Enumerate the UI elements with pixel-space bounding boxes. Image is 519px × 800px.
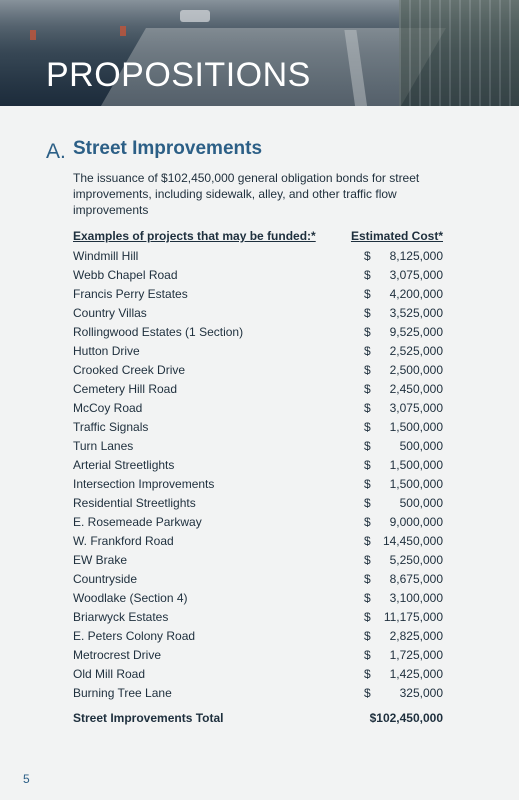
section-description: The issuance of $102,450,000 general obligation bonds for street improvements, including sidewalk, alley, and other traffic flow improvements bbox=[73, 171, 420, 217]
project-name: EW Brake bbox=[73, 553, 128, 567]
project-name: Francis Perry Estates bbox=[73, 287, 188, 301]
project-amount: 1,725,000 bbox=[389, 648, 443, 662]
project-name: Turn Lanes bbox=[73, 439, 134, 453]
project-amount: 1,425,000 bbox=[389, 667, 443, 681]
project-amount: 9,000,000 bbox=[389, 515, 443, 529]
project-name: Rollingwood Estates (1 Section) bbox=[73, 325, 244, 339]
project-name: Country Villas bbox=[73, 306, 147, 320]
project-name: Cemetery Hill Road bbox=[73, 382, 178, 396]
currency-symbol: $ bbox=[364, 477, 371, 491]
project-amount: 325,000 bbox=[399, 686, 443, 700]
currency-symbol: $ bbox=[364, 667, 371, 681]
project-amount: 8,125,000 bbox=[389, 249, 443, 263]
project-amount: 3,525,000 bbox=[389, 306, 443, 320]
table-row bbox=[73, 342, 443, 361]
project-name: Hutton Drive bbox=[73, 344, 140, 358]
currency-symbol: $ bbox=[364, 420, 371, 434]
currency-symbol: $ bbox=[364, 458, 371, 472]
currency-symbol: $ bbox=[364, 382, 371, 396]
table-row bbox=[73, 285, 443, 304]
project-name: E. Peters Colony Road bbox=[73, 629, 196, 643]
table-row bbox=[73, 494, 443, 513]
table-row bbox=[73, 418, 443, 437]
project-amount: 2,525,000 bbox=[389, 344, 443, 358]
project-amount: 2,825,000 bbox=[389, 629, 443, 643]
table-row bbox=[73, 456, 443, 475]
project-amount: 2,450,000 bbox=[389, 382, 443, 396]
project-name: Traffic Signals bbox=[73, 420, 149, 434]
project-amount: 500,000 bbox=[399, 496, 443, 510]
table-row bbox=[73, 361, 443, 380]
table-row bbox=[73, 684, 443, 703]
table-row bbox=[73, 266, 443, 285]
project-amount: 8,675,000 bbox=[389, 572, 443, 586]
project-amount: 1,500,000 bbox=[389, 477, 443, 491]
table-row bbox=[73, 532, 443, 551]
project-name: Countryside bbox=[73, 572, 138, 586]
project-amount: 2,500,000 bbox=[389, 363, 443, 377]
table-header bbox=[73, 229, 443, 247]
project-name: Metrocrest Drive bbox=[73, 648, 162, 662]
table-row bbox=[73, 646, 443, 665]
fence-photo bbox=[399, 0, 519, 106]
project-amount: 500,000 bbox=[399, 439, 443, 453]
project-amount: 3,100,000 bbox=[389, 591, 443, 605]
section-letter: A. bbox=[46, 140, 66, 163]
table-row bbox=[73, 323, 443, 342]
project-table bbox=[73, 229, 443, 728]
table-row bbox=[73, 551, 443, 570]
currency-symbol: $ bbox=[364, 572, 371, 586]
currency-symbol: $ bbox=[364, 686, 371, 700]
table-row bbox=[73, 589, 443, 608]
table-row bbox=[73, 665, 443, 684]
currency-symbol: $ bbox=[364, 648, 371, 662]
table-row bbox=[73, 399, 443, 418]
currency-symbol: $ bbox=[364, 363, 371, 377]
project-name: Briarwyck Estates bbox=[73, 610, 169, 624]
header-projects: Examples of projects that may be funded:* bbox=[73, 229, 316, 243]
project-amount: 14,450,000 bbox=[382, 534, 443, 548]
project-name: Crooked Creek Drive bbox=[73, 363, 186, 377]
currency-symbol: $ bbox=[364, 344, 371, 358]
table-row bbox=[73, 570, 443, 589]
car-photo bbox=[180, 10, 210, 22]
project-amount: 4,200,000 bbox=[389, 287, 443, 301]
traffic-cone bbox=[30, 30, 36, 40]
table-row bbox=[73, 304, 443, 323]
total-label: Street Improvements Total bbox=[73, 711, 224, 725]
project-name: Residential Streetlights bbox=[73, 496, 196, 510]
page-title: PROPOSITIONS bbox=[46, 56, 311, 94]
header-banner bbox=[0, 0, 519, 106]
currency-symbol: $ bbox=[364, 515, 371, 529]
table-row bbox=[73, 247, 443, 266]
section-title: Street Improvements bbox=[73, 138, 263, 159]
currency-symbol: $ bbox=[364, 287, 371, 301]
currency-symbol: $ bbox=[364, 325, 371, 339]
project-name: Webb Chapel Road bbox=[73, 268, 178, 282]
currency-symbol: $ bbox=[364, 610, 371, 624]
currency-symbol: $ bbox=[364, 249, 371, 263]
project-name: Old Mill Road bbox=[73, 667, 146, 681]
total-amount: $102,450,000 bbox=[369, 711, 443, 725]
project-name: Burning Tree Lane bbox=[73, 686, 172, 700]
table-body bbox=[73, 247, 443, 703]
project-name: Woodlake (Section 4) bbox=[73, 591, 188, 605]
project-amount: 5,250,000 bbox=[389, 553, 443, 567]
currency-symbol: $ bbox=[364, 553, 371, 567]
project-name: McCoy Road bbox=[73, 401, 143, 415]
traffic-cone bbox=[120, 26, 126, 36]
project-name: E. Rosemeade Parkway bbox=[73, 515, 202, 529]
currency-symbol: $ bbox=[364, 439, 371, 453]
project-amount: 3,075,000 bbox=[389, 401, 443, 415]
header-cost: Estimated Cost* bbox=[350, 229, 443, 243]
table-row bbox=[73, 380, 443, 399]
project-amount: 9,525,000 bbox=[389, 325, 443, 339]
currency-symbol: $ bbox=[364, 268, 371, 282]
page-number: 5 bbox=[23, 772, 30, 786]
project-name: Arterial Streetlights bbox=[73, 458, 175, 472]
currency-symbol: $ bbox=[364, 591, 371, 605]
project-name: W. Frankford Road bbox=[73, 534, 174, 548]
project-name: Intersection Improvements bbox=[73, 477, 215, 491]
project-name: Windmill Hill bbox=[73, 249, 139, 263]
currency-symbol: $ bbox=[364, 401, 371, 415]
project-amount: 3,075,000 bbox=[389, 268, 443, 282]
currency-symbol: $ bbox=[364, 629, 371, 643]
table-row bbox=[73, 513, 443, 532]
currency-symbol: $ bbox=[364, 306, 371, 320]
table-row bbox=[73, 608, 443, 627]
project-amount: 1,500,000 bbox=[389, 458, 443, 472]
table-row bbox=[73, 437, 443, 456]
currency-symbol: $ bbox=[364, 534, 371, 548]
project-amount: 11,175,000 bbox=[383, 610, 443, 624]
currency-symbol: $ bbox=[364, 496, 371, 510]
table-row bbox=[73, 627, 443, 646]
table-row bbox=[73, 475, 443, 494]
total-row bbox=[73, 708, 443, 728]
project-amount: 1,500,000 bbox=[389, 420, 443, 434]
